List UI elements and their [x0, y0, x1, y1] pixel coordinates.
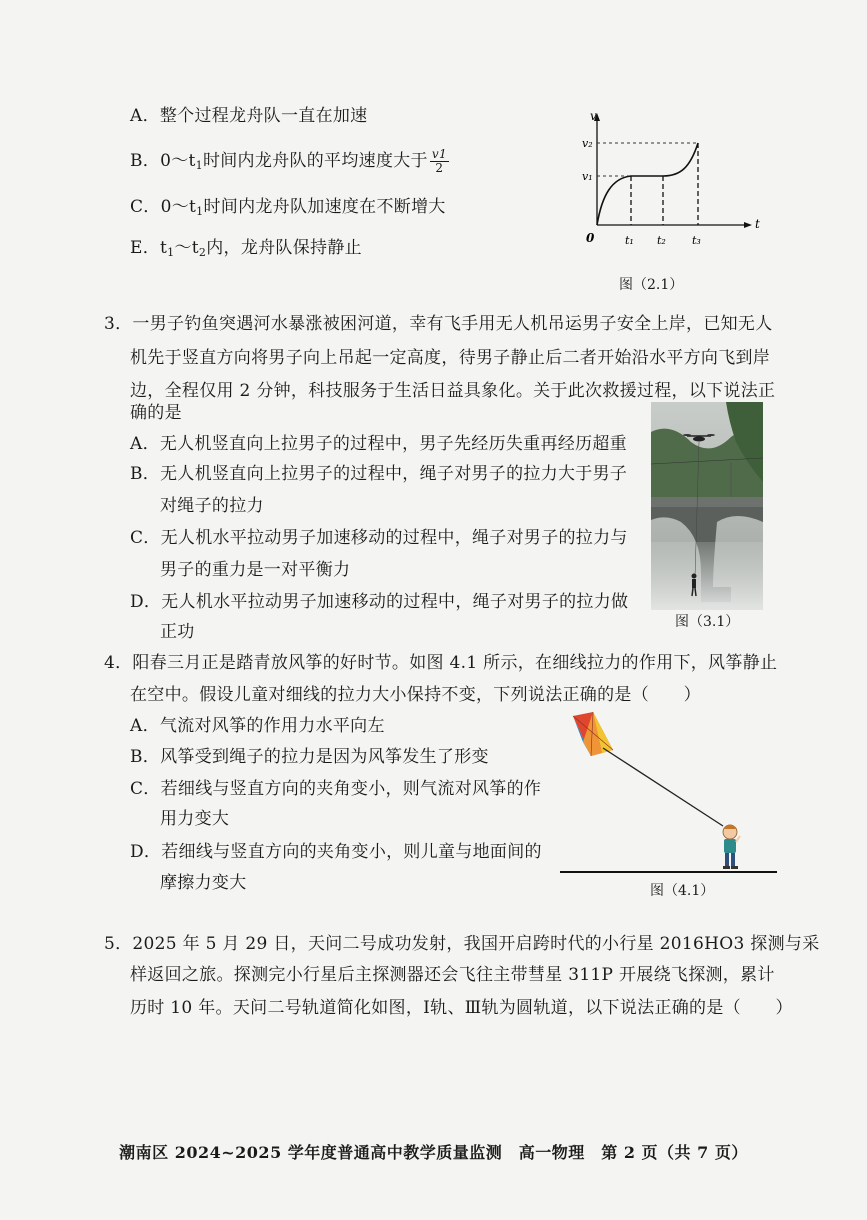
q5-stem-line1: 5．2025 年 5 月 29 日，天问二号成功发射，我国开启跨时代的小行星 2016HO3 探测与采 — [104, 934, 820, 954]
q3-stem-line2: 机先于竖直方向将男子向上吊起一定高度，待男子静止后二者开始沿水平方向飞到岸 — [130, 348, 771, 368]
vt-axis-x-label: t — [755, 217, 760, 231]
drone-rescue-photo — [651, 402, 763, 610]
child-icon — [723, 825, 740, 870]
q2-option-c — [130, 195, 446, 224]
q3-option-a: A．无人机竖直向上拉男子的过程中，男子先经历失重再经历超重 — [130, 434, 627, 454]
page-footer: 潮南区 2024~2025 学年度普通高中教学质量监测 高一物理 第 2 页（共 7 页） — [119, 1143, 748, 1162]
q3-option-b-line2: 对绳子的拉力 — [160, 496, 264, 516]
q3-stem-line3: 边，全程仅用 2 分钟，科技服务于生活日益具象化。关于此次救援过程，以下说法正 — [130, 381, 776, 401]
fig-4-1-caption: 图（4.1） — [650, 883, 715, 899]
q4-option-d-line2: 摩擦力变大 — [160, 873, 247, 893]
q2-option-c-pre: C．0～t — [130, 197, 197, 217]
fraction-numerator: v1 — [431, 147, 447, 161]
vt-v2-label: v₂ — [582, 137, 593, 150]
q2-option-c-post: 时间内龙舟队加速度在不断增大 — [203, 197, 446, 217]
q4-option-a: A．气流对风筝的作用力水平向左 — [130, 716, 385, 736]
q2-option-e — [130, 236, 362, 265]
fog-layer — [651, 542, 763, 610]
q4-option-c-line2: 用力变大 — [160, 809, 230, 829]
q4-option-c-line1: C．若细线与竖直方向的夹角变小，则气流对风筝的作 — [130, 779, 542, 799]
vt-x-arrow-icon — [744, 222, 752, 228]
q4-stem-line1: 4．阳春三月正是踏青放风筝的好时节。如图 4.1 所示，在细线拉力的作用下，风筝静止 — [104, 653, 778, 673]
bridge-deck — [651, 497, 763, 507]
q4-stem-line2: 在空中。假设儿童对细线的拉力大小保持不变，下列说法正确的是（ ） — [130, 685, 701, 705]
fraction-denominator: 2 — [435, 161, 444, 175]
vt-curve — [597, 143, 698, 225]
q3-option-d-line1: D．无人机水平拉动男子加速移动的过程中，绳子对男子的拉力做 — [130, 592, 629, 612]
q3-option-c-line2: 男子的重力是一对平衡力 — [160, 560, 351, 580]
q2-option-e-pre: E．t — [130, 238, 168, 258]
q2-option-b-pre: B．0～t — [130, 151, 196, 171]
q2-option-e-sub1: 1 — [167, 246, 175, 259]
q2-option-b — [130, 148, 449, 178]
q3-option-b-line1: B．无人机竖直向上拉男子的过程中，绳子对男子的拉力大于男子 — [130, 464, 628, 484]
vt-graph — [572, 110, 772, 255]
q4-option-b: B．风筝受到绳子的拉力是因为风筝发生了形变 — [130, 747, 489, 767]
kite-figure — [555, 706, 785, 878]
fig-3-1-caption: 图（3.1） — [675, 614, 740, 630]
q2-option-e-mid: ～t — [174, 238, 199, 258]
q2-option-b-mid: 时间内龙舟队的平均速度大于 — [202, 151, 428, 171]
vt-axis-y-label: v — [590, 110, 597, 123]
q3-stem-line4: 确的是 — [130, 403, 182, 423]
fig-2-1-caption: 图（2.1） — [619, 277, 684, 293]
q2-option-c-sub: 1 — [196, 205, 204, 218]
kite-string — [603, 748, 723, 826]
q2-option-b-sub: 1 — [195, 159, 203, 172]
vt-v1-label: v₁ — [582, 170, 593, 183]
vt-t3-label: t₃ — [692, 234, 701, 247]
kite-icon — [573, 712, 613, 756]
vt-t2-label: t₂ — [657, 234, 666, 247]
q2-option-a: A．整个过程龙舟队一直在加速 — [130, 106, 368, 126]
q2-option-b-fraction — [430, 148, 449, 175]
vt-t1-label: t₁ — [625, 234, 634, 247]
q3-option-c-line1: C．无人机水平拉动男子加速移动的过程中，绳子对男子的拉力与 — [130, 528, 628, 548]
q3-option-d-line2: 正功 — [160, 622, 195, 642]
vt-origin-label: 0 — [586, 231, 595, 245]
q2-option-e-post: 内，龙舟队保持静止 — [206, 238, 362, 258]
q5-stem-line3: 历时 10 年。天问二号轨道简化如图，Ⅰ轨、Ⅲ轨为圆轨道，以下说法正确的是（ ） — [130, 998, 793, 1018]
q3-stem-line1: 3．一男子钓鱼突遇河水暴涨被困河道，幸有飞手用无人机吊运男子安全上岸，已知无人 — [104, 314, 773, 334]
q4-option-d-line1: D．若细线与竖直方向的夹角变小，则儿童与地面间的 — [130, 842, 542, 862]
q5-stem-line2: 样返回之旅。探测完小行星后主探测器还会飞往主带彗星 311P 开展绕飞探测，累计 — [130, 965, 775, 985]
q2-option-e-sub2: 2 — [198, 246, 207, 259]
